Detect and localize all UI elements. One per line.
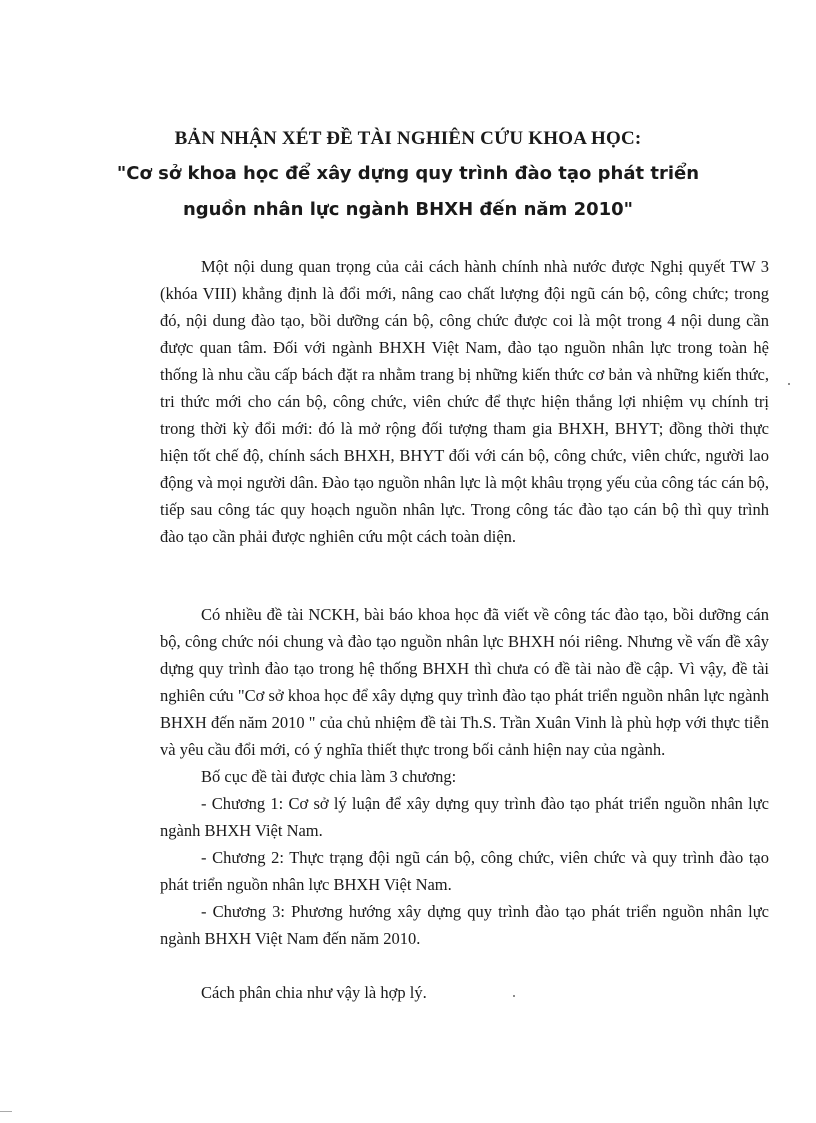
paragraph-text: - Chương 1: Cơ sở lý luận để xây dựng quy trình đào tạo phát triển nguồn nhân lực ngành BHXH Việt Nam. — [160, 794, 769, 840]
paragraph-text: Cách phân chia như vậy là hợp lý. — [201, 983, 427, 1002]
scan-edge-mark — [0, 1111, 12, 1112]
body-paragraph-intro — [160, 253, 769, 550]
paragraph-text: - Chương 3: Phương hướng xây dựng quy trình đào tạo phát triển nguồn nhân lực ngành BHXH Việt Nam đến năm 2010. — [160, 902, 769, 948]
chapter-3-item — [160, 898, 769, 952]
scan-speck — [513, 995, 515, 997]
document-title: BẢN NHẬN XÉT ĐỀ TÀI NGHIÊN CỨU KHOA HỌC: — [174, 128, 642, 149]
research-topic-title-line-1: "Cơ sở khoa học để xây dựng quy trình đào tạo phát triển — [116, 163, 700, 184]
chapter-2-item — [160, 844, 769, 898]
chapter-1-item — [160, 790, 769, 844]
research-topic-title-line-2: nguồn nhân lực ngành BHXH đến năm 2010" — [182, 199, 634, 220]
scan-speck — [788, 383, 790, 385]
body-paragraph-relevance — [160, 601, 769, 763]
paragraph-text: Một nội dung quan trọng của cải cách hành chính nhà nước được Nghị quyết TW 3 (khóa VIII) khẳng định là đổi mới, nâng cao chất lượng đội ngũ cán bộ, công chức; trong đó, nội dung đào tạo, bồi dưỡng cán bộ, công chức được coi là một trong 4 nội dung cần được quan tâm. Đối với ngành BHXH Việt Nam, đào tạo nguồn nhân lực trong toàn hệ thống là nhu cầu cấp bách đặt ra nhằm trang bị những kiến thức cơ bản và những kiến thức, tri thức mới cho cán bộ, công chức, viên chức để thực hiện thắng lợi nhiệm vụ chính trị trong thời kỳ đổi mới: đó là mở rộng đối tượng tham gia BHXH, BHYT; đồng thời thực hiện tốt chế độ, chính sách BHXH, BHYT đối với cán bộ, công chức, viên chức, người lao động và mọi người dân. Đào tạo nguồn nhân lực là một khâu trọng yếu của công tác cán bộ, tiếp sau công tác quy hoạch nguồn nhân lực. Trong công tác đào tạo cán bộ thì quy trình đào tạo cần phải được nghiên cứu một cách toàn diện. — [160, 257, 769, 546]
paragraph-text: Có nhiều đề tài NCKH, bài báo khoa học đã viết về công tác đào tạo, bồi dưỡng cán bộ, công chức nói chung và đào tạo nguồn nhân lực BHXH nói riêng. Nhưng về vấn đề xây dựng quy trình đào tạo trong hệ thống BHXH thì chưa có đề tài nào đề cập. Vì vậy, đề tài nghiên cứu "Cơ sở khoa học để xây dựng quy trình đào tạo phát triển nguồn nhân lực ngành BHXH đến năm 2010 " của chủ nhiệm đề tài Th.S. Trần Xuân Vinh là phù hợp với thực tiễn và yêu cầu đổi mới, có ý nghĩa thiết thực trong bối cảnh hiện nay của ngành. — [160, 605, 769, 759]
body-paragraph-structure — [160, 763, 769, 790]
paragraph-text: Bố cục đề tài được chia làm 3 chương: — [201, 767, 457, 786]
body-paragraph-conclusion — [160, 979, 769, 1006]
paragraph-text: - Chương 2: Thực trạng đội ngũ cán bộ, công chức, viên chức và quy trình đào tạo phát triển nguồn nhân lực BHXH Việt Nam. — [160, 848, 769, 894]
